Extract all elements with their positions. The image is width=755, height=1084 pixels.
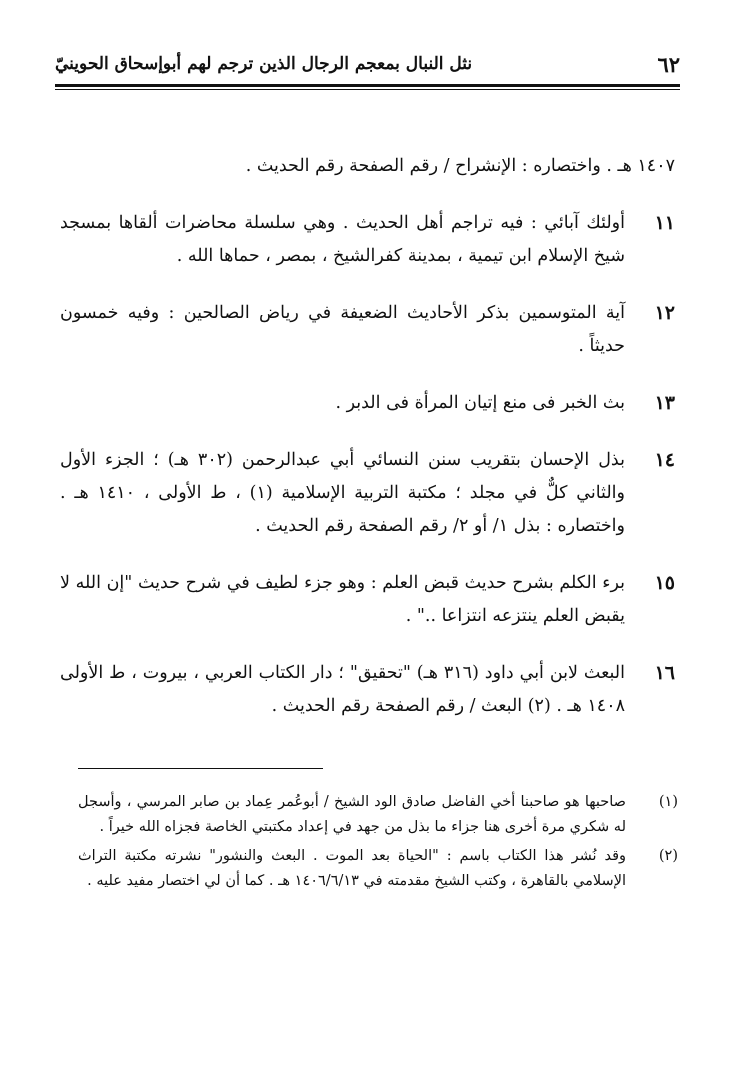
running-title: نثل النبال بمعجم الرجال الذين ترجم لهم أبوإسحاق الحوينيّ bbox=[55, 54, 473, 74]
header-rule bbox=[55, 84, 680, 87]
footnote-separator bbox=[78, 768, 323, 769]
entry-number: ١٣ bbox=[654, 392, 675, 414]
entry-number: ١٢ bbox=[654, 302, 675, 324]
list-item bbox=[60, 444, 675, 543]
list-item bbox=[60, 207, 675, 273]
footnote-text: وقد نُشر هذا الكتاب باسم : "الحياة بعد الموت . البعث والنشور" نشرته مكتبة التراث الإسلامي بالقاهرة ، وكتب الشيخ مقدمته في ١٤٠٦/٦/١٣ هـ . كما أن لي اختصار مفيد عليه . bbox=[78, 848, 626, 889]
footnote-mark: (٢) bbox=[658, 848, 678, 864]
entry-text: البعث لابن أبي داود (٣١٦ هـ) "تحقيق" ؛ دار الكتاب العربي ، بيروت ، ط الأولى ١٤٠٨ هـ . (٢) البعث / رقم الصفحة رقم الحديث . bbox=[60, 663, 625, 716]
list-item bbox=[60, 657, 675, 723]
page-number: ٦٢ bbox=[657, 52, 680, 77]
footnote bbox=[78, 790, 678, 840]
list-item bbox=[60, 387, 675, 420]
footnotes bbox=[78, 790, 678, 898]
entry-number: ١٥ bbox=[654, 572, 675, 594]
entry-text: بذل الإحسان بتقريب سنن النسائي أبي عبدالرحمن (٣٠٢ هـ) ؛ الجزء الأول والثاني كلٌّ في مجلد ؛ مكتبة التربية الإسلامية (١) ، ط الأولى ، ١٤١٠ هـ . واختصاره : بذل ١/ أو ٢/ رقم الصفحة رقم الحديث . bbox=[60, 450, 625, 536]
entry-number: ١٤ bbox=[654, 449, 675, 471]
list-item bbox=[60, 297, 675, 363]
footnote-mark: (١) bbox=[658, 794, 678, 810]
entry-text: أولئك آبائي : فيه تراجم أهل الحديث . وهي سلسلة محاضرات ألقاها بمسجد شيخ الإسلام ابن تيمية ، بمدينة كفرالشيخ ، بمصر ، حماها الله . bbox=[60, 213, 625, 266]
list-item bbox=[60, 567, 675, 633]
continuation-line: ١٤٠٧ هـ . واختصاره : الإنشراح / رقم الصفحة رقم الحديث . bbox=[245, 156, 675, 176]
entry-number: ١١ bbox=[654, 212, 675, 234]
entry-text: آية المتوسمين بذكر الأحاديث الضعيفة في رياض الصالحين : وفيه خمسون حديثاً . bbox=[60, 303, 625, 356]
entry-text: بث الخبر فى منع إتيان المرأة فى الدبر . bbox=[335, 393, 625, 413]
page-header bbox=[55, 52, 680, 78]
footnote bbox=[78, 844, 678, 894]
entry-number: ١٦ bbox=[654, 662, 675, 684]
entry-list bbox=[60, 150, 675, 747]
footnote-text: صاحبها هو صاحبنا أخي الفاضل صادق الود الشيخ / أبوعُمر عِماد بن صابر المرسي ، وأسجل له شكري مرة أخرى هنا جزاء ما بذل من جهد في إعداد مكتبتي الخاصة فجزاه الله خيراً . bbox=[78, 794, 626, 835]
header-rule-thin bbox=[55, 89, 680, 90]
entry-text: برء الكلم بشرح حديث قبض العلم : وهو جزء لطيف في شرح حديث "إن الله لا يقبض العلم ينتزعه انتزاعا .." . bbox=[60, 573, 625, 626]
